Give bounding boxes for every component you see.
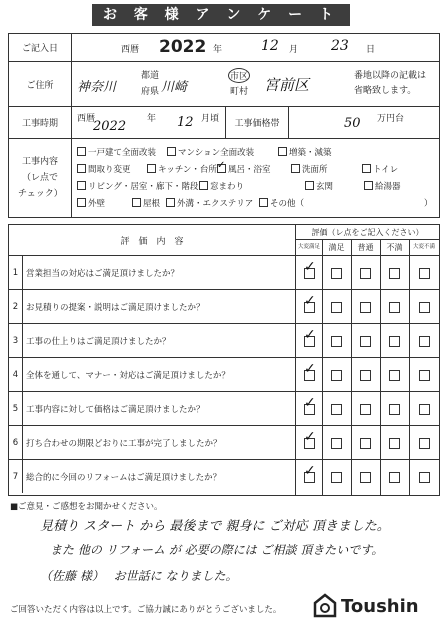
- work-checkbox[interactable]: [217, 164, 226, 173]
- address-note: 番地以降の記載は省略致します。: [354, 71, 427, 96]
- price-unit: 万円台: [377, 114, 405, 124]
- work-item[interactable]: [147, 163, 217, 175]
- work-checkbox[interactable]: [278, 147, 287, 156]
- rating-checkbox[interactable]: [419, 438, 430, 449]
- rating-checkbox[interactable]: [360, 438, 371, 449]
- question-number: 1: [9, 256, 23, 289]
- work-item-label: 増築・減築: [289, 148, 332, 158]
- work-item-label: 外壁: [88, 199, 106, 209]
- comment-line-3[interactable]: （佐藤 様） お世話に なりました。: [40, 569, 238, 583]
- rating-checkbox[interactable]: [331, 268, 342, 279]
- work-checkbox[interactable]: [77, 181, 86, 190]
- rating-checkbox[interactable]: [331, 438, 342, 449]
- work-item-label: 給湯器: [375, 182, 401, 192]
- work-item-label: 洗面所: [302, 165, 328, 175]
- work-item[interactable]: [77, 180, 198, 192]
- rating-checkbox[interactable]: [419, 336, 430, 347]
- question-row: [9, 289, 439, 323]
- rating-check-mark-icon: ✓: [304, 395, 316, 411]
- work-checkbox[interactable]: [166, 198, 175, 207]
- work-item[interactable]: [362, 163, 398, 175]
- rating-checkbox[interactable]: [419, 302, 430, 313]
- date-year[interactable]: 2022: [159, 37, 207, 57]
- price-value[interactable]: 50: [344, 116, 361, 131]
- eval-rating-header: 評価（レ点をご記入ください）: [311, 228, 424, 237]
- rating-check-mark-icon: ✓: [304, 293, 316, 309]
- question-number: 6: [9, 426, 23, 459]
- work-item[interactable]: [291, 163, 328, 175]
- work-item-label: 屋根: [143, 199, 161, 209]
- rating-checkbox[interactable]: [389, 404, 400, 415]
- rating-checkbox[interactable]: [360, 302, 371, 313]
- work-item-label: 間取り変更: [88, 165, 131, 175]
- price-label: 工事価格帯: [225, 107, 289, 138]
- rating-column-header: 大変不満: [412, 244, 435, 250]
- work-item[interactable]: [166, 197, 253, 209]
- rating-checkbox[interactable]: [331, 370, 342, 381]
- question-text: 総合的に今回のリフォームはご満足頂けましたか？: [26, 472, 222, 483]
- date-month-unit: 月: [289, 45, 299, 55]
- question-row: [9, 391, 439, 425]
- question-row: [9, 357, 439, 391]
- house-logo-icon: [313, 593, 337, 619]
- rating-checkbox[interactable]: [389, 438, 400, 449]
- rating-checkbox[interactable]: [389, 370, 400, 381]
- question-text: 打ち合わせの期限どおりに工事が完了しましたか？: [26, 438, 222, 449]
- date-label: ご記入日: [9, 34, 72, 61]
- survey-title: お 客 様 ア ン ケ ー ト: [92, 4, 350, 26]
- pref-option-fuken: 府県: [141, 87, 160, 97]
- brand-logo: [313, 593, 419, 619]
- pref-option-todo: 都道: [141, 71, 160, 81]
- work-checkbox[interactable]: [147, 164, 156, 173]
- question-text: 工事の仕上りはご満足頂けましたか？: [26, 336, 171, 347]
- address-row: [9, 62, 439, 107]
- rating-checkbox[interactable]: [360, 336, 371, 347]
- rating-column-header: 大変満足: [297, 244, 320, 250]
- work-item-label: 外溝・エクステリア: [177, 199, 254, 209]
- rating-checkbox[interactable]: [389, 302, 400, 313]
- work-checkbox[interactable]: [305, 181, 314, 190]
- work-item[interactable]: [77, 197, 105, 209]
- question-number: 5: [9, 392, 23, 425]
- work-item-label: 風呂・浴室: [228, 165, 271, 175]
- question-row: [9, 425, 439, 459]
- work-checkbox[interactable]: [77, 147, 86, 156]
- work-item-label: 一戸建て全面改装: [88, 148, 157, 158]
- period-label: 工事時期: [9, 107, 72, 138]
- date-month[interactable]: 12: [261, 38, 279, 54]
- work-item-label: 窓まわり: [210, 182, 245, 192]
- question-number: 2: [9, 290, 23, 323]
- question-text: お見積りの提案・説明はご満足頂けましたか？: [26, 302, 205, 313]
- work-item[interactable]: [77, 163, 131, 175]
- work-item-label: マンション全面改装: [178, 148, 255, 158]
- work-checkbox[interactable]: [364, 181, 373, 190]
- question-row: [9, 459, 439, 493]
- rating-checkbox[interactable]: [331, 472, 342, 483]
- question-number: 7: [9, 460, 23, 493]
- work-label-box: [9, 139, 72, 217]
- rating-checkbox[interactable]: [360, 404, 371, 415]
- work-item[interactable]: [199, 180, 244, 192]
- rating-checkbox[interactable]: [360, 370, 371, 381]
- eval-item-header: 評 価 内 容: [120, 236, 184, 247]
- rating-checkbox[interactable]: [419, 268, 430, 279]
- work-item-label: キッチン・台所: [158, 165, 217, 175]
- work-item[interactable]: [132, 197, 160, 209]
- work-item[interactable]: [364, 180, 401, 192]
- work-checkbox[interactable]: [167, 147, 176, 156]
- rating-checkbox[interactable]: [389, 268, 400, 279]
- rating-check-mark-icon: ✓: [304, 327, 316, 343]
- work-checkbox[interactable]: [199, 181, 208, 190]
- date-row: [9, 34, 439, 62]
- customer-info-form: [8, 33, 440, 218]
- period-month-unit: 月頃: [201, 114, 220, 124]
- period-row: [9, 107, 439, 139]
- date-era: 西暦: [121, 45, 140, 55]
- comment-line-1[interactable]: 見積り スタート から 最後まで 親身に ご対応 頂きました。: [40, 519, 390, 534]
- question-row: [9, 255, 439, 289]
- question-text: 全体を通して、マナー・対応はご満足頂けましたか？: [26, 370, 230, 381]
- rating-check-mark-icon: ✓: [304, 429, 316, 445]
- work-item-label: リビング・居室・廊下・階段: [88, 182, 199, 192]
- rating-column-header: 普通: [357, 243, 374, 252]
- footer-note: ご回答いただく内容は以上です。ご協力誠にありがとうございました。: [10, 605, 282, 615]
- date-year-unit: 年: [213, 45, 223, 55]
- work-sublabel: （レ点で チェック）: [18, 173, 63, 199]
- brand-name: Toushin: [341, 595, 419, 617]
- period-era: 西暦: [77, 114, 96, 124]
- comment-line-2[interactable]: また 他の リフォーム が 必要の際には ご相談 頂きたいです。: [50, 543, 384, 557]
- city-option-chouson: 町村: [230, 87, 249, 97]
- work-item-label: 玄関: [316, 182, 334, 192]
- work-item[interactable]: [278, 146, 332, 158]
- work-item[interactable]: [259, 197, 304, 209]
- period-year[interactable]: 2022: [93, 119, 127, 134]
- rating-checkbox[interactable]: [331, 302, 342, 313]
- rating-column-header: 不満: [386, 243, 403, 252]
- rating-checkbox[interactable]: [419, 370, 430, 381]
- city-option-shiku: 市区: [228, 68, 250, 83]
- work-item[interactable]: [167, 146, 254, 158]
- work-other-close: ）: [424, 199, 433, 209]
- rating-header-divider: [296, 239, 439, 240]
- city-value[interactable]: 川崎: [161, 80, 188, 95]
- rating-checkbox[interactable]: [419, 472, 430, 483]
- work-item[interactable]: [77, 146, 156, 158]
- date-day-unit: 日: [366, 45, 376, 55]
- work-checkbox[interactable]: [77, 198, 86, 207]
- rating-checkbox[interactable]: [389, 336, 400, 347]
- rating-check-mark-icon: ✓: [304, 463, 316, 479]
- work-item[interactable]: [305, 180, 333, 192]
- question-number: 4: [9, 358, 23, 391]
- work-label: 工事内容: [21, 157, 58, 167]
- work-item-label: トイレ: [373, 165, 399, 175]
- question-row: [9, 323, 439, 357]
- work-checkbox[interactable]: [77, 164, 86, 173]
- rating-checkbox[interactable]: [389, 472, 400, 483]
- work-item[interactable]: [217, 163, 271, 175]
- prefecture-value[interactable]: 神奈川: [77, 80, 117, 95]
- rating-checkbox[interactable]: [360, 472, 371, 483]
- work-checkbox[interactable]: [362, 164, 371, 173]
- rating-checkbox[interactable]: [360, 268, 371, 279]
- question-text: 営業担当の対応はご満足頂けましたか？: [26, 268, 180, 279]
- work-item-label: その他（: [270, 199, 305, 209]
- work-checkbox[interactable]: [291, 164, 300, 173]
- rating-check-mark-icon: ✓: [304, 361, 316, 377]
- rating-checkbox[interactable]: [331, 404, 342, 415]
- ward-value[interactable]: 宮前区: [264, 76, 310, 94]
- work-checkbox[interactable]: [259, 198, 268, 207]
- work-row: [9, 139, 439, 217]
- evaluation-table: [8, 224, 440, 496]
- rating-check-mark-icon: ✓: [304, 259, 316, 275]
- date-day[interactable]: 23: [331, 38, 349, 54]
- rating-checkbox[interactable]: [331, 336, 342, 347]
- period-year-unit: 年: [147, 114, 157, 124]
- comment-label: ■ご意見・ご感想をお聞かせください。: [10, 502, 163, 512]
- question-number: 3: [9, 324, 23, 357]
- rating-checkbox[interactable]: [419, 404, 430, 415]
- question-text: 工事内容に対して価格はご満足頂けましたか？: [26, 404, 205, 415]
- rating-column-header: 満足: [328, 243, 345, 252]
- work-checkbox[interactable]: [132, 198, 141, 207]
- period-month[interactable]: 12: [177, 115, 194, 130]
- address-label: ご住所: [9, 62, 72, 106]
